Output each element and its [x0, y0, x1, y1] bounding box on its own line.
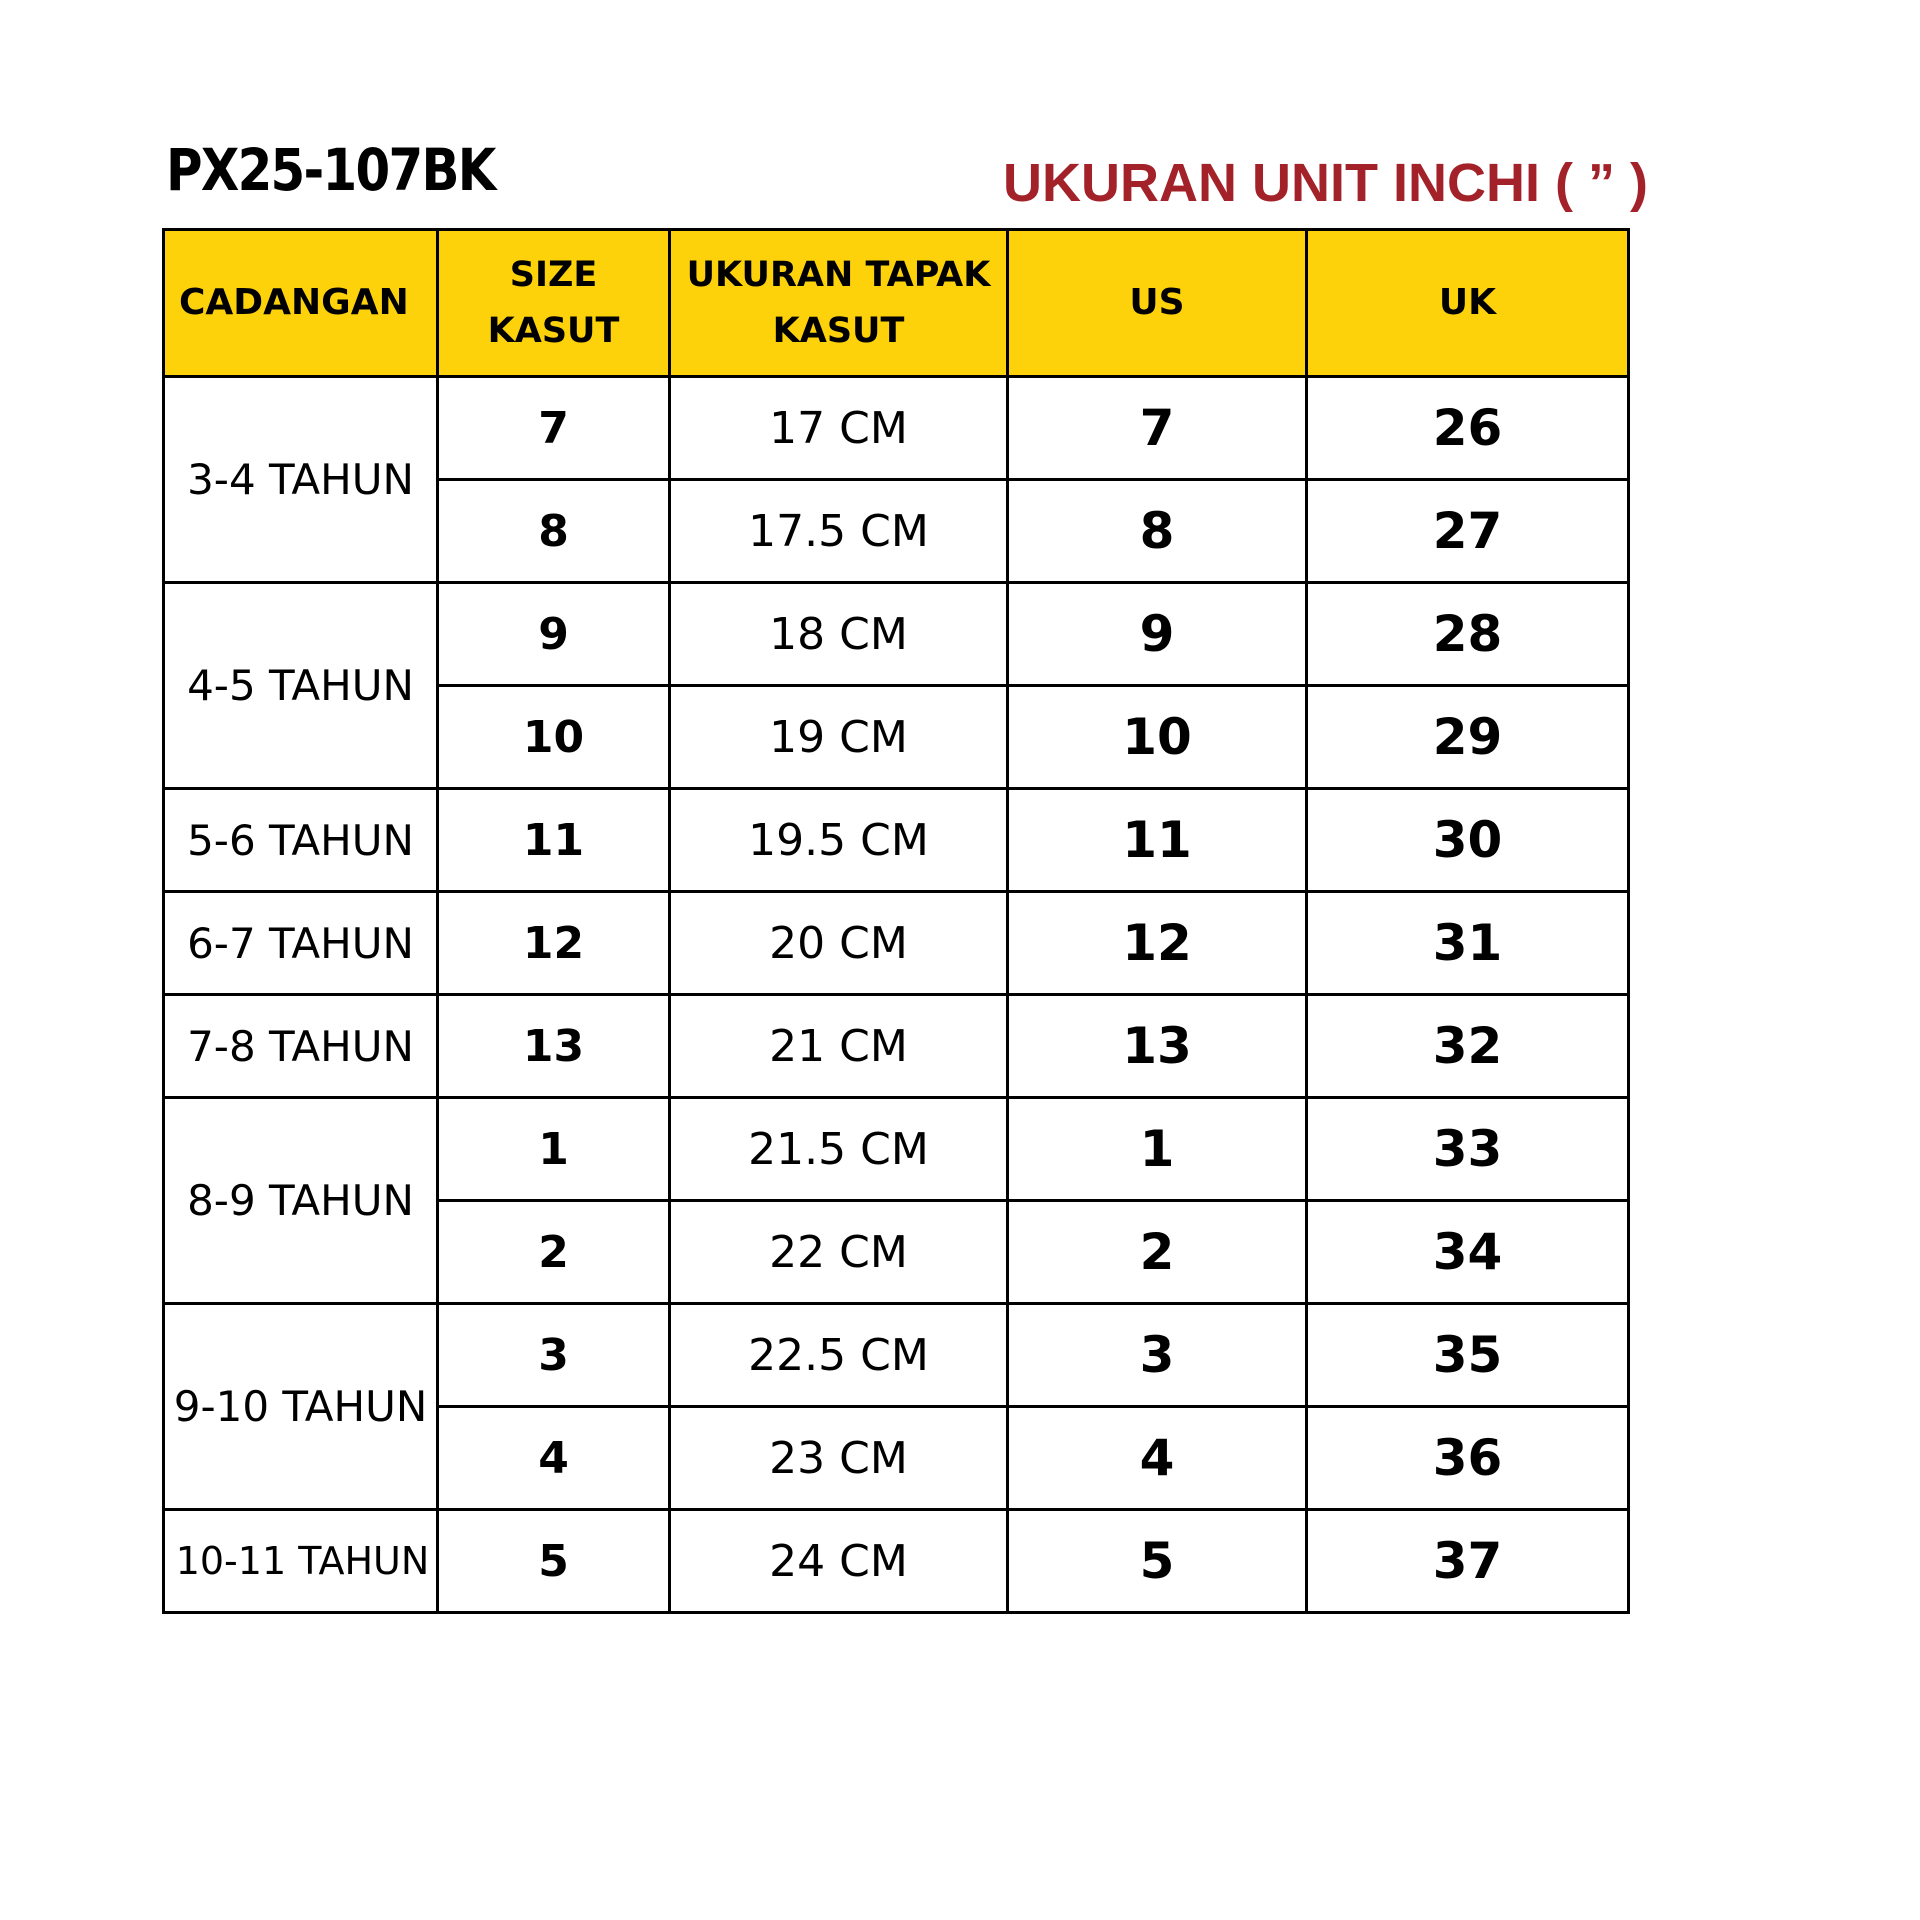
table-row: [164, 1098, 1629, 1201]
insole-cell: 19 CM: [670, 686, 1008, 789]
uk-cell: 32: [1307, 995, 1629, 1098]
us-cell: 1: [1008, 1098, 1307, 1201]
uk-cell: 27: [1307, 480, 1629, 583]
uk-cell: 34: [1307, 1201, 1629, 1304]
uk-cell: 29: [1307, 686, 1629, 789]
header-us: US: [1008, 230, 1307, 377]
header-size-kasut-line1: SIZE: [509, 255, 598, 295]
table-row: [164, 583, 1629, 686]
us-cell: 9: [1008, 583, 1307, 686]
table-row: [164, 789, 1629, 892]
header-cadangan: CADANGAN: [164, 230, 438, 377]
size-chart-table: [162, 228, 1630, 1614]
insole-cell: 20 CM: [670, 892, 1008, 995]
insole-cell: 17.5 CM: [670, 480, 1008, 583]
insole-cell: 23 CM: [670, 1407, 1008, 1510]
size-cell: 13: [438, 995, 670, 1098]
size-cell: 2: [438, 1201, 670, 1304]
uk-cell: 36: [1307, 1407, 1629, 1510]
us-cell: 3: [1008, 1304, 1307, 1407]
size-cell: 9: [438, 583, 670, 686]
product-code: PX25-107BK: [166, 136, 495, 204]
table-header-row: [164, 230, 1629, 377]
us-cell: 13: [1008, 995, 1307, 1098]
table-row: [164, 1304, 1629, 1407]
table-row: [164, 1510, 1629, 1613]
size-cell: 10: [438, 686, 670, 789]
header-size-kasut-line2: KASUT: [487, 311, 620, 351]
uk-cell: 31: [1307, 892, 1629, 995]
us-cell: 7: [1008, 377, 1307, 480]
insole-cell: 21 CM: [670, 995, 1008, 1098]
table-row: [164, 892, 1629, 995]
age-cell: 6-7 TAHUN: [164, 892, 438, 995]
uk-cell: 30: [1307, 789, 1629, 892]
unit-title: UKURAN UNIT INCHI ( ” ): [1003, 153, 1648, 213]
header-size-kasut: [438, 230, 670, 377]
size-cell: 11: [438, 789, 670, 892]
age-cell: 7-8 TAHUN: [164, 995, 438, 1098]
size-cell: 7: [438, 377, 670, 480]
insole-cell: 21.5 CM: [670, 1098, 1008, 1201]
uk-cell: 37: [1307, 1510, 1629, 1613]
age-cell: 9-10 TAHUN: [164, 1304, 438, 1510]
insole-cell: 24 CM: [670, 1510, 1008, 1613]
table-row: [164, 377, 1629, 480]
age-cell: 8-9 TAHUN: [164, 1098, 438, 1304]
age-cell: 4-5 TAHUN: [164, 583, 438, 789]
age-cell: 5-6 TAHUN: [164, 789, 438, 892]
insole-cell: 22 CM: [670, 1201, 1008, 1304]
uk-cell: 35: [1307, 1304, 1629, 1407]
header-uk: UK: [1307, 230, 1629, 377]
uk-cell: 26: [1307, 377, 1629, 480]
size-cell: 12: [438, 892, 670, 995]
us-cell: 2: [1008, 1201, 1307, 1304]
size-cell: 3: [438, 1304, 670, 1407]
header-ukuran-tapak-line2: KASUT: [772, 311, 905, 351]
us-cell: 5: [1008, 1510, 1307, 1613]
insole-cell: 18 CM: [670, 583, 1008, 686]
us-cell: 10: [1008, 686, 1307, 789]
us-cell: 11: [1008, 789, 1307, 892]
size-cell: 4: [438, 1407, 670, 1510]
uk-cell: 28: [1307, 583, 1629, 686]
insole-cell: 22.5 CM: [670, 1304, 1008, 1407]
header-ukuran-tapak-line1: UKURAN TAPAK: [686, 255, 991, 295]
us-cell: 4: [1008, 1407, 1307, 1510]
size-cell: 1: [438, 1098, 670, 1201]
us-cell: 8: [1008, 480, 1307, 583]
us-cell: 12: [1008, 892, 1307, 995]
size-cell: 8: [438, 480, 670, 583]
age-cell: 10-11 TAHUN: [164, 1510, 438, 1613]
size-cell: 5: [438, 1510, 670, 1613]
uk-cell: 33: [1307, 1098, 1629, 1201]
header-ukuran-tapak: [670, 230, 1008, 377]
age-cell: 3-4 TAHUN: [164, 377, 438, 583]
insole-cell: 19.5 CM: [670, 789, 1008, 892]
insole-cell: 17 CM: [670, 377, 1008, 480]
table-row: [164, 995, 1629, 1098]
